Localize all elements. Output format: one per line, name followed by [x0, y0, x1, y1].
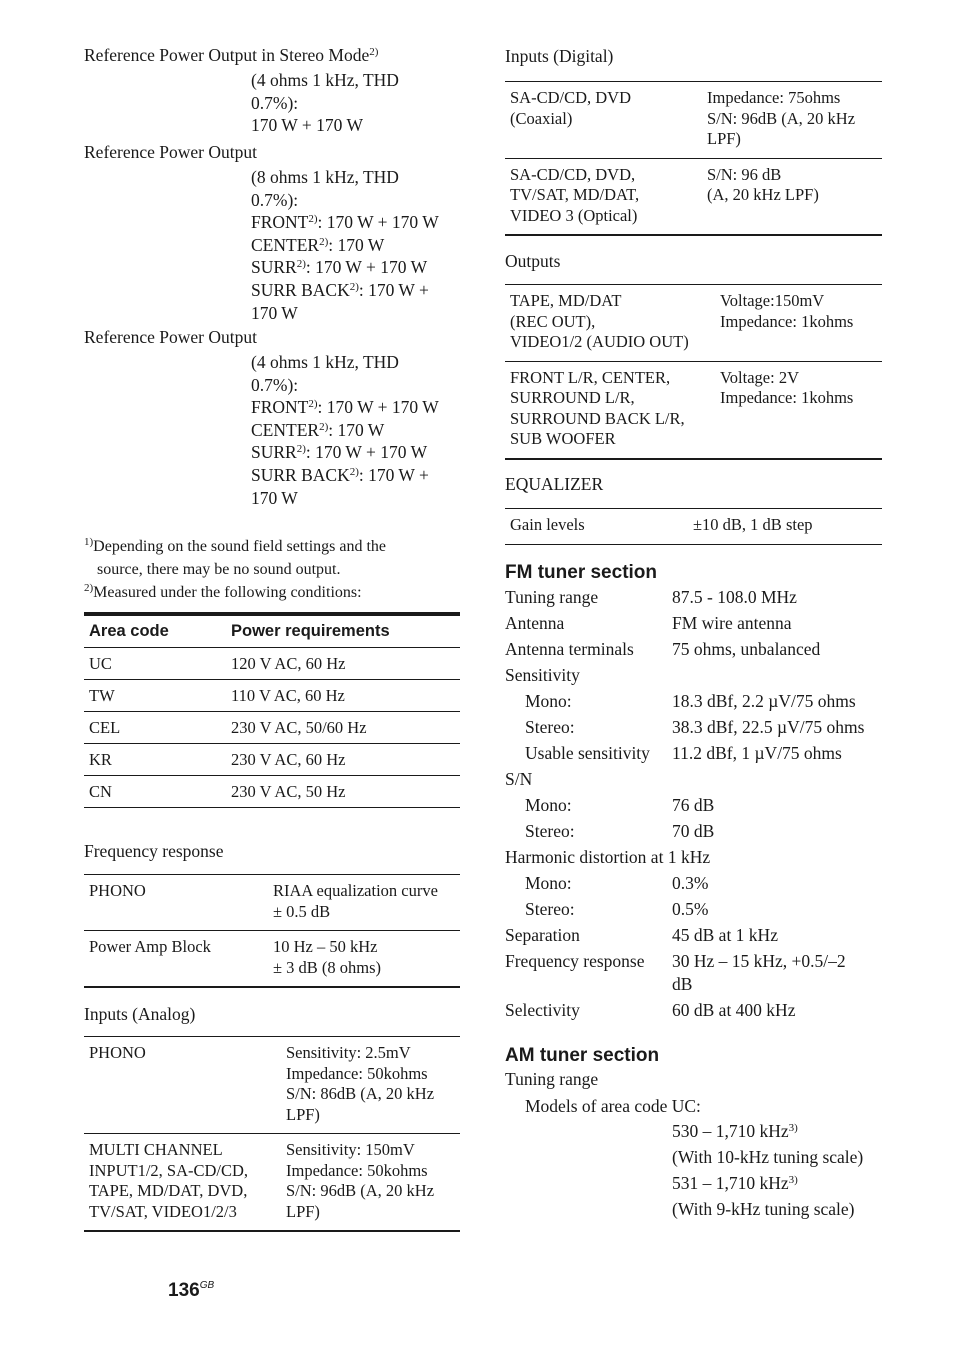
page-number-suffix: GB — [199, 1280, 215, 1291]
table-row — [84, 648, 460, 680]
reference-power-line — [251, 419, 466, 442]
cell-line: Impedance: 50kohms — [286, 1063, 428, 1083]
cell-line: MULTI CHANNEL — [89, 1140, 223, 1159]
spec-name-cell — [505, 361, 715, 459]
spec-value — [672, 999, 887, 1022]
spec-value — [672, 898, 887, 921]
reference-power-line — [251, 351, 466, 374]
cell-line: TAPE, MD/DAT, DVD, — [89, 1181, 248, 1200]
spec-label: Stereo: — [525, 717, 575, 737]
area-code-table — [84, 612, 460, 808]
footnote-ref: 2) — [349, 280, 359, 293]
spec-value — [672, 690, 887, 713]
spec-label: Stereo: — [525, 899, 575, 919]
value-line: 38.3 dBf, 22.5 µV/75 ohms — [672, 717, 865, 737]
channel-label: SURR BACK — [251, 279, 350, 300]
channel-label: FRONT — [251, 397, 309, 418]
cell-line: SURROUND BACK L/R, — [510, 408, 685, 428]
value-line: 0.3% — [672, 873, 709, 893]
value-line: 11.2 dBf, 1 µV/75 ohms — [672, 743, 842, 763]
spec-value-cell — [715, 361, 882, 459]
channel-value: : 170 W — [328, 234, 385, 255]
spec-value — [672, 586, 887, 609]
reference-power-values — [251, 69, 466, 137]
line-text: 170 W — [251, 302, 298, 323]
footnote-ref: 2) — [319, 235, 329, 248]
reference-power-title — [84, 141, 257, 163]
spec-value — [672, 950, 887, 996]
spec-name-cell — [505, 285, 715, 362]
frequency-response-label: Frequency response — [84, 841, 224, 861]
footnote-ref: 2) — [369, 46, 379, 58]
cell-line: PHONO — [89, 1043, 146, 1062]
area-code-cell: TW — [84, 680, 226, 712]
cell-line: ± 3 dB (8 ohms) — [273, 957, 382, 977]
channel-value: : 170 W + 170 W — [317, 397, 439, 418]
cell-line: S/N: 86dB (A, 20 kHz — [286, 1084, 435, 1103]
spec-value-cell — [702, 82, 882, 159]
reference-power-line — [251, 464, 466, 487]
cell-line: Voltage:150mV — [720, 291, 825, 310]
am-frequency-text: (With 10-kHz tuning scale) — [672, 1147, 864, 1167]
reference-power-line — [251, 69, 466, 92]
cell-line: Gain levels — [510, 515, 585, 534]
spec-name-cell — [84, 875, 268, 931]
spec-label: Frequency response — [505, 951, 645, 971]
power-requirement-cell: 230 V AC, 60 Hz — [226, 744, 460, 776]
cell-line: (REC OUT), — [510, 311, 596, 331]
spec-label: Mono: — [525, 873, 572, 893]
am-tuning-line — [672, 1146, 863, 1168]
reference-power-line — [251, 279, 466, 302]
value-line: 76 dB — [672, 795, 715, 815]
cell-line: S/N: 96dB (A, 20 kHz — [286, 1181, 435, 1200]
channel-label: SURR — [251, 442, 297, 463]
footnote-text: Depending on the sound field settings and the — [93, 538, 387, 555]
table-row — [84, 680, 460, 712]
am-tuning-line — [672, 1120, 798, 1142]
cell-line: TV/SAT, VIDEO1/2/3 — [89, 1201, 237, 1221]
spec-label: Mono: — [525, 795, 572, 815]
channel-value: : 170 W + — [358, 279, 429, 300]
cell-line: LPF) — [286, 1201, 320, 1221]
power-requirement-cell: 230 V AC, 50 Hz — [226, 776, 460, 808]
inputs-analog-table — [84, 1036, 460, 1232]
spec-label: Sensitivity — [505, 665, 580, 685]
footnote-ref: 2) — [308, 213, 318, 226]
cell-line: Power Amp Block — [89, 937, 211, 956]
am-tuning-line — [672, 1172, 798, 1194]
am-tuning-line — [672, 1198, 855, 1220]
inputs-digital-table — [505, 81, 882, 236]
column-header-power-requirements: Power requirements — [226, 614, 460, 648]
cell-line: VIDEO 3 (Optical) — [510, 205, 638, 225]
spec-value — [672, 742, 887, 765]
cell-line: ±10 dB, 1 dB step — [693, 515, 813, 534]
channel-value: : 170 W — [328, 419, 385, 440]
cell-line: Impedance: 1kohms — [720, 311, 854, 331]
value-line: 0.5% — [672, 899, 709, 919]
cell-line: Sensitivity: 2.5mV — [286, 1043, 411, 1062]
reference-power-line — [251, 114, 466, 137]
channel-value: : 170 W + 170 W — [305, 442, 428, 463]
spec-value — [672, 924, 887, 947]
cell-line: (A, 20 kHz LPF) — [707, 185, 819, 204]
cell-line: INPUT1/2, SA-CD/CD, — [89, 1160, 249, 1180]
cell-line: LPF) — [286, 1104, 320, 1124]
value-line: 87.5 - 108.0 MHz — [672, 587, 797, 607]
outputs-label: Outputs — [505, 251, 561, 271]
cell-line: Impedance: 75ohms — [707, 88, 841, 107]
cell-line: Impedance: 1kohms — [720, 388, 854, 407]
value-line: 70 dB — [672, 821, 715, 841]
footnote-2 — [84, 581, 362, 604]
spec-name-cell — [505, 82, 702, 159]
spec-name-cell — [505, 158, 702, 235]
spec-value-cell — [281, 1037, 460, 1134]
spec-value — [672, 716, 887, 739]
line-text: 170 W + 170 W — [251, 115, 363, 136]
value-line: 60 dB at 400 kHz — [672, 1000, 796, 1020]
line-text: (8 ohms 1 kHz, THD — [251, 167, 399, 187]
cell-line: Sensitivity: 150mV — [286, 1140, 415, 1159]
channel-label: CENTER — [251, 234, 320, 255]
value-line: dB — [672, 974, 693, 994]
reference-power-values — [251, 166, 466, 324]
inputs-digital-label: Inputs (Digital) — [505, 46, 614, 66]
equalizer-table — [505, 508, 882, 545]
fm-tuner-heading: FM tuner section — [505, 562, 658, 583]
spec-label: Mono: — [525, 691, 572, 711]
table-row — [505, 361, 882, 459]
spec-value-cell — [268, 931, 460, 988]
value-line: 75 ohms, unbalanced — [672, 639, 821, 659]
reference-power-title-text: Reference Power Output in Stereo Mode — [84, 45, 370, 65]
reference-power-line — [251, 166, 466, 189]
outputs-table — [505, 284, 882, 460]
line-text: 170 W — [251, 487, 298, 508]
spec-label: Selectivity — [505, 1000, 580, 1020]
line-text: 0.7%): — [251, 189, 299, 210]
spec-value-cell — [281, 1134, 460, 1232]
cell-line: SA-CD/CD, DVD, — [510, 164, 636, 184]
spec-name-cell — [84, 931, 268, 988]
cell-line: VIDEO1/2 (AUDIO OUT) — [510, 332, 689, 351]
spec-label: Separation — [505, 925, 580, 945]
reference-power-title — [84, 326, 257, 348]
table-row — [84, 875, 460, 931]
footnote-ref: 2) — [296, 443, 306, 456]
table-row — [505, 158, 882, 235]
am-models-label: Models of area code UC: — [525, 1096, 701, 1116]
spec-name-cell — [505, 509, 688, 545]
spec-value-cell — [702, 158, 882, 235]
area-code-cell: UC — [84, 648, 226, 680]
table-row — [505, 82, 882, 159]
spec-label: Usable sensitivity — [525, 743, 650, 763]
footnote-1 — [84, 535, 386, 581]
cell-line: S/N: 96 dB — [707, 164, 782, 184]
channel-value: : 170 W + 170 W — [305, 257, 428, 278]
footnote-ref: 3) — [788, 1174, 798, 1186]
spec-value — [672, 638, 887, 661]
table-row — [84, 776, 460, 808]
spec-value — [672, 794, 887, 817]
footnote-ref: 2) — [296, 258, 306, 271]
area-code-cell: CN — [84, 776, 226, 808]
table-row — [84, 1037, 460, 1134]
spec-name-cell — [84, 1037, 281, 1134]
spec-value-cell — [715, 285, 882, 362]
am-frequency-text: 530 – 1,710 kHz — [672, 1121, 789, 1141]
power-requirement-cell: 230 V AC, 50/60 Hz — [226, 712, 460, 744]
spec-label: Tuning range — [505, 587, 599, 607]
am-tuning-range-label: Tuning range — [505, 1069, 599, 1089]
channel-value: : 170 W + — [358, 464, 429, 485]
footnote-ref: 3) — [788, 1122, 798, 1134]
line-text: (4 ohms 1 kHz, THD — [251, 352, 399, 372]
footnote-mark: 2) — [84, 582, 94, 594]
spec-value-cell — [268, 875, 460, 931]
table-row — [84, 744, 460, 776]
cell-line: 10 Hz – 50 kHz — [273, 937, 378, 956]
area-code-cell: CEL — [84, 712, 226, 744]
footnote-ref: 2) — [308, 398, 318, 411]
reference-power-title-text: Reference Power Output — [84, 327, 257, 347]
channel-value: : 170 W + 170 W — [317, 212, 439, 233]
spec-value-cell — [688, 509, 882, 545]
value-line: FM wire antenna — [672, 613, 792, 633]
table-row — [84, 931, 460, 988]
table-row — [505, 285, 882, 362]
spec-value — [672, 612, 887, 635]
spec-label: Antenna — [505, 613, 565, 633]
reference-power-line — [251, 396, 466, 419]
cell-line: PHONO — [89, 881, 146, 900]
footnote-mark: 1) — [84, 536, 94, 548]
footnote-text: Measured under the following conditions: — [93, 584, 362, 601]
value-line: 18.3 dBf, 2.2 µV/75 ohms — [672, 691, 856, 711]
cell-line: S/N: 96dB (A, 20 kHz — [707, 108, 856, 128]
line-text: (4 ohms 1 kHz, THD — [251, 70, 399, 90]
reference-power-line — [251, 302, 466, 325]
cell-line: LPF) — [707, 129, 741, 148]
spec-label: Stereo: — [525, 821, 575, 841]
inputs-analog-label: Inputs (Analog) — [84, 1004, 196, 1024]
reference-power-line — [251, 256, 466, 279]
reference-power-line — [251, 234, 466, 257]
reference-power-title-text: Reference Power Output — [84, 142, 257, 162]
cell-line: FRONT L/R, CENTER, — [510, 367, 671, 387]
am-tuner-heading: AM tuner section — [505, 1045, 660, 1066]
page-number — [168, 1280, 214, 1302]
footnote-text: source, there may be no sound output. — [97, 561, 341, 578]
power-requirement-cell: 120 V AC, 60 Hz — [226, 648, 460, 680]
cell-line: Voltage: 2V — [720, 367, 799, 387]
cell-line: (Coaxial) — [510, 108, 573, 128]
equalizer-label: EQUALIZER — [505, 474, 604, 494]
cell-line: Impedance: 50kohms — [286, 1160, 428, 1180]
spec-label: Harmonic distortion at 1 kHz — [505, 847, 711, 867]
table-row — [84, 712, 460, 744]
footnote-ref: 2) — [319, 420, 329, 433]
reference-power-line — [251, 92, 466, 115]
line-text: 0.7%): — [251, 374, 299, 395]
column-header-area-code: Area code — [84, 614, 226, 648]
footnote-ref: 2) — [349, 465, 359, 478]
channel-label: CENTER — [251, 419, 320, 440]
line-text: 0.7%): — [251, 92, 299, 113]
cell-line: RIAA equalization curve — [273, 881, 438, 900]
reference-power-title — [84, 44, 378, 66]
value-line: 30 Hz – 15 kHz, +0.5/–2 — [672, 951, 846, 971]
reference-power-line — [251, 487, 466, 510]
reference-power-line — [251, 211, 466, 234]
spec-value — [672, 872, 887, 895]
reference-power-line — [251, 441, 466, 464]
table-row — [84, 1134, 460, 1232]
reference-power-line — [251, 374, 466, 397]
reference-power-values — [251, 351, 466, 509]
area-code-cell: KR — [84, 744, 226, 776]
channel-label: FRONT — [251, 212, 309, 233]
cell-line: SUB WOOFER — [510, 429, 616, 448]
page-number-value: 136 — [168, 1280, 200, 1301]
channel-label: SURR — [251, 257, 297, 278]
cell-line: TAPE, MD/DAT — [510, 291, 622, 310]
value-line: 45 dB at 1 kHz — [672, 925, 778, 945]
cell-line: SURROUND L/R, — [510, 388, 635, 407]
spec-name-cell — [84, 1134, 281, 1232]
frequency-response-table — [84, 874, 460, 988]
table-row — [505, 509, 882, 545]
spec-label: S/N — [505, 769, 533, 789]
am-frequency-text: (With 9-kHz tuning scale) — [672, 1199, 855, 1219]
cell-line: TV/SAT, MD/DAT, — [510, 185, 640, 204]
spec-label: Antenna terminals — [505, 639, 634, 659]
channel-label: SURR BACK — [251, 464, 350, 485]
am-frequency-text: 531 – 1,710 kHz — [672, 1173, 789, 1193]
power-requirement-cell: 110 V AC, 60 Hz — [226, 680, 460, 712]
cell-line: SA-CD/CD, DVD — [510, 88, 632, 107]
cell-line: ± 0.5 dB — [273, 901, 331, 921]
spec-value — [672, 820, 887, 843]
reference-power-line — [251, 189, 466, 212]
